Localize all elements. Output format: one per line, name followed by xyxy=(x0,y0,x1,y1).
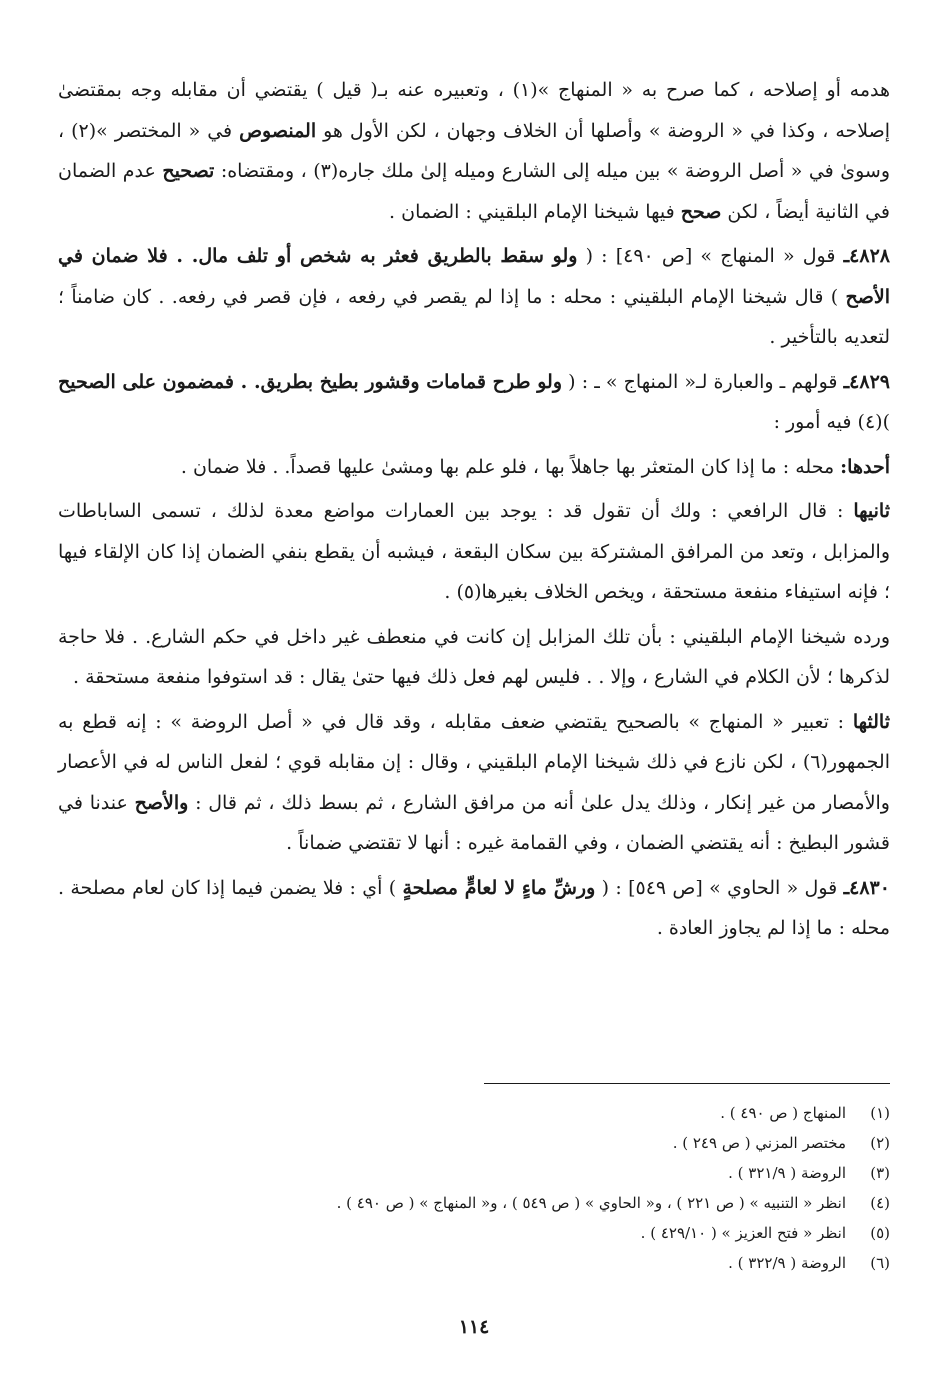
footnote-number: (٢) xyxy=(870,1134,890,1152)
footnote-text: الروضة ( ٣٢١/٩ ) . xyxy=(728,1164,846,1182)
text-run: قول « الحاوي » [ص ٥٤٩] : ( xyxy=(595,876,844,899)
bold-text: والأصح xyxy=(134,791,189,814)
paragraph xyxy=(58,868,890,949)
text-run: )(٤) فيه أمور : xyxy=(773,411,890,433)
paragraph xyxy=(58,491,890,613)
footnote-number: (٦) xyxy=(870,1254,890,1272)
footnote-number: (٣) xyxy=(870,1164,890,1182)
paragraph xyxy=(58,236,890,358)
footnote-number: (٥) xyxy=(870,1224,890,1242)
text-run: ورده شيخنا الإمام البلقيني : بأن تلك المزابل إن كانت في منعطف غير داخل في حكم الشارع. . فلا حاجة لذكرها ؛ لأن الكلام في الشارع ، وإلا . . فليس لهم فعل ذلك فيها حتىٰ يقال : قد استوفوا منفعة مستحقة . xyxy=(58,625,890,688)
bold-text: ولو سقط بالطريق فعثر به شخص أو تلف مال. . فلا ضمان في الأصح xyxy=(58,245,890,308)
footnote xyxy=(58,1248,890,1278)
main-text xyxy=(58,70,890,949)
text-run: ) أي : فلا يضمن فيما إذا كان لعام مصلحة . محله : ما إذا لم يجاوز العادة . xyxy=(58,876,890,939)
footnote xyxy=(58,1098,890,1128)
bold-text: المنصوص xyxy=(239,119,317,142)
paragraph xyxy=(58,447,890,488)
text-run: هدمه أو إصلاحه ، كما صرح به « المنهاج »(١) ، وتعبيره عنه بـ( قيل ) يقتضي أن مقابله وجه بمقتضىٰ إصلاحه ، وكذا في « الروضة » وأصلها أن الخلاف وجهان ، لكن الأول هو xyxy=(58,79,891,142)
text-run: فيها شيخنا الإمام البلقيني : الضمان . xyxy=(389,200,681,223)
text-run: عدم الضمان في الثانية أيضاً ، لكن xyxy=(58,160,890,223)
paragraph xyxy=(58,702,890,864)
footnote-text: المنهاج ( ص ٤٩٠ ) . xyxy=(720,1104,846,1122)
text-run: قولهم ـ والعبارة لـ« المنهاج » ـ : ( xyxy=(562,370,844,393)
text-run: محله : ما إذا كان المتعثر بها جاهلاً بها ، فلو علم بها ومشىٰ عليها قصداً. . فلا ضمان . xyxy=(180,455,841,478)
footnote-text: الروضة ( ٣٢٢/٩ ) . xyxy=(728,1254,846,1272)
footnote xyxy=(58,1188,890,1218)
text-run: قول « المنهاج » [ص ٤٩٠] : ( xyxy=(577,245,844,267)
footnote-text: مختصر المزني ( ص ٢٤٩ ) . xyxy=(672,1134,846,1152)
text-run: في « المختصر »(٢) ، وسوىٰ في « أصل الروضة » بين ميله إلى الشارع وميله إلىٰ ملك جاره(٣) ، ومقتضاه: xyxy=(58,119,891,182)
text-run: : تعبير « المنهاج » بالصحيح يقتضي ضعف مقابله ، وقد قال في « أصل الروضة » : إنه قطع به الجمهور(٦) ، لكن نازع في ذلك شيخنا الإمام البلقيني ، وقال : إن مقابله قوي ؛ لفعل الناس له في الأعصار والأمصار من غير إنكار ، وذلك يدل علىٰ أنه من مرافق الشارع ، ثم بسط ذلك ، ثم قال : xyxy=(58,710,890,814)
bold-text: ٤٨٢٩ـ xyxy=(843,370,890,393)
bold-text: ولو طرح قمامات وقشور بطيخ بطريق. . فمضمون على الصحيح xyxy=(58,370,563,393)
footnote-text: انظر « التنبيه » ( ص ٢٢١ ) ، و« الحاوي » ( ص ٥٤٩ ) ، و« المنهاج » ( ص ٤٩٠ ) . xyxy=(336,1194,846,1212)
paragraph xyxy=(58,617,890,698)
bold-text: ٤٨٣٠ـ xyxy=(843,876,890,899)
footnote xyxy=(58,1218,890,1248)
bold-text: ٤٨٢٨ـ xyxy=(843,245,890,267)
footnote xyxy=(58,1158,890,1188)
page-number: ١١٤ xyxy=(458,1316,490,1338)
footnote-number: (٤) xyxy=(870,1194,890,1212)
footnote-divider xyxy=(484,1083,890,1084)
bold-text: ثالثها xyxy=(852,710,890,733)
book-page xyxy=(58,70,890,1392)
footnote-number: (١) xyxy=(870,1104,890,1122)
text-run: : قال الرافعي : ولك أن تقول قد : يوجد بين العمارات مواضع معدة لذلك ، تسمى الساباطات والمزابل ، وتعد من المرافق المشتركة بين سكان البقعة ، فيشبه أن يقطع بنفي الضمان إذا كان الإلقاء فيها ؛ فإنه استيفاء منفعة مستحقة ، ويخص الخلاف بغيرها(٥) . xyxy=(58,500,890,603)
text-run: عندنا في قشور البطيخ : أنه يقتضي الضمان ، وفي القمامة غيره : أنها لا تقتضي ضماناً . xyxy=(58,791,890,854)
bold-text: صحح xyxy=(680,200,722,223)
paragraph xyxy=(58,362,890,443)
text-run: ) قال شيخنا الإمام البلقيني : محله : ما إذا لم يقصر في رفعه ، فإن قصر في رفعه. . كان ضامناً ؛ لتعديه بالتأخير . xyxy=(58,285,890,348)
bold-text: ثانيها xyxy=(853,500,890,522)
bold-text: تصحيح xyxy=(162,160,215,182)
bold-text: أحدها: xyxy=(840,455,890,478)
footnote-text: انظر « فتح العزيز » ( ٤٢٩/١٠ ) . xyxy=(640,1224,846,1242)
bold-text: ورشِّ ماءٍ لا لعامٍّ مصلحةٍ xyxy=(402,876,596,899)
footnotes xyxy=(58,1098,890,1278)
paragraph xyxy=(58,70,890,232)
footnote xyxy=(58,1128,890,1158)
